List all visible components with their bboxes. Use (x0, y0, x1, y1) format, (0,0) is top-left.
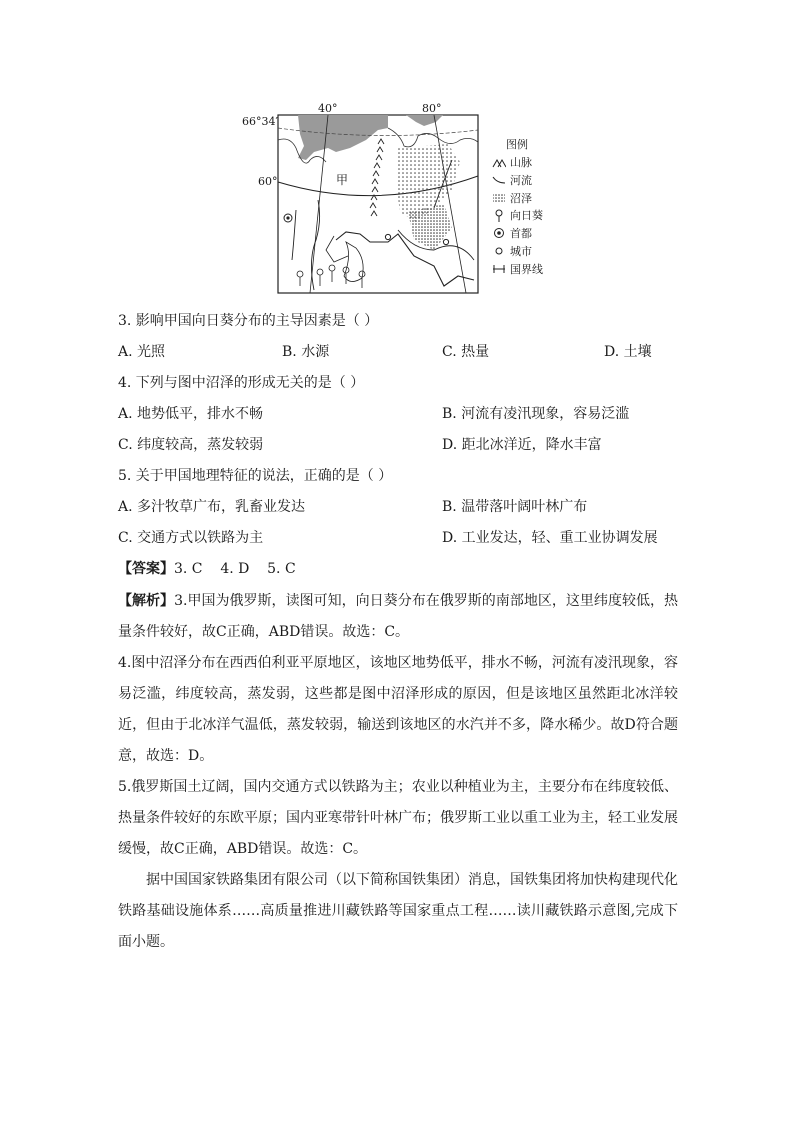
question-5-option-b: B. 温带落叶阔叶林广布 (442, 499, 588, 515)
analysis-tag: 【解析】 (118, 593, 175, 609)
analysis-p1 (118, 586, 678, 648)
country-jia-label: 甲 (336, 173, 349, 187)
legend-label: 向日葵 (510, 209, 543, 222)
swamp-icon (492, 191, 506, 205)
legend-label: 国界线 (510, 263, 543, 276)
question-4-stem: 4. 下列与图中沼泽的形成无关的是（ ） (118, 375, 365, 391)
question-3-option-c: C. 热量 (442, 344, 490, 360)
answer-tag: 【答案】 (118, 561, 174, 577)
question-4-option-a: A. 地势低平，排水不畅 (118, 406, 264, 422)
question-5-option-a: A. 多汁牧草广布，乳畜业发达 (118, 499, 306, 515)
sunflower-icon (492, 208, 506, 222)
legend-mountain (492, 154, 532, 170)
question-3-option-d: D. 土壤 (604, 344, 652, 360)
answer-line (118, 559, 296, 579)
legend-label: 城市 (510, 245, 532, 258)
legend-border (492, 261, 543, 277)
legend-sunflower (492, 207, 543, 223)
analysis-p2: 4.图中沼泽分布在西西伯利亚平原地区，该地区地势低平，排水不畅，河流有凌汛现象，容易泛滥，纬度较高，蒸发弱，这些都是图中沼泽形成的原因，但是该地区虽然距北冰洋较近，但由于北冰洋气温低，蒸发较弱，输送到该地区的水汽并不多，降水稀少。故D符合题意，故选：D。 (118, 655, 678, 764)
city-icon (492, 244, 506, 258)
mountain-icon (492, 155, 506, 169)
legend-title: 图例 (506, 138, 528, 151)
analysis-p3: 5.俄罗斯国土辽阔，国内交通方式以铁路为主；农业以种植业为主，主要分布在纬度较低、热量条件较好的东欧平原；国内亚寒带针叶林广布；俄罗斯工业以重工业为主，轻工业发展缓慢，故C正确，ABD错误。故选：C。 (118, 779, 678, 857)
question-5-option-d: D. 工业发达，轻、重工业协调发展 (442, 530, 658, 546)
capital-icon (492, 226, 506, 240)
question-5-stem: 5. 关于甲国地理特征的说法，正确的是（ ） (118, 468, 393, 484)
question-4-option-c: C. 纬度较高，蒸发较弱 (118, 437, 264, 453)
lon-80-label: 80° (422, 102, 442, 115)
question-4-option-d: D. 距北冰洋近，降水丰富 (442, 437, 602, 453)
legend-river (492, 172, 532, 188)
lon-40-label: 40° (318, 102, 338, 115)
question-3-option-b: B. 水源 (282, 344, 330, 360)
river-icon (492, 173, 506, 187)
intro-paragraph: 据中国国家铁路集团有限公司（以下简称国铁集团）消息，国铁集团将加快构建现代化铁路基础设施体系……高质量推进川藏铁路等国家重点工程……读川藏铁路示意图,完成下面小题。 (118, 872, 678, 950)
legend-label: 山脉 (510, 156, 532, 169)
question-3-option-a: A. 光照 (118, 344, 166, 360)
city-marker (443, 239, 448, 244)
analysis-block (118, 586, 678, 958)
border-icon (492, 262, 506, 276)
legend-label: 河流 (510, 174, 532, 187)
legend-capital (492, 225, 532, 241)
legend-label: 首都 (510, 227, 532, 240)
answer-text: 3. C 4. D 5. C (174, 561, 296, 577)
lat-6634-label: 66°34′ (242, 115, 278, 128)
legend-label: 沼泽 (510, 192, 532, 205)
analysis-p1-text: 3.甲国为俄罗斯，读图可知，向日葵分布在俄罗斯的南部地区，这里纬度较低，热量条件较好，故C正确，ABD错误。故选：C。 (118, 593, 679, 640)
legend-swamp (492, 190, 532, 206)
question-3-stem: 3. 影响甲国向日葵分布的主导因素是（ ） (118, 313, 379, 329)
question-4-option-b: B. 河流有凌汛现象，容易泛滥 (442, 406, 630, 422)
russia-map-figure (238, 100, 558, 295)
lat-60-label: 60° (258, 175, 278, 188)
question-5-option-c: C. 交通方式以铁路为主 (118, 530, 264, 546)
city-marker (385, 234, 390, 239)
legend-city (492, 243, 532, 259)
